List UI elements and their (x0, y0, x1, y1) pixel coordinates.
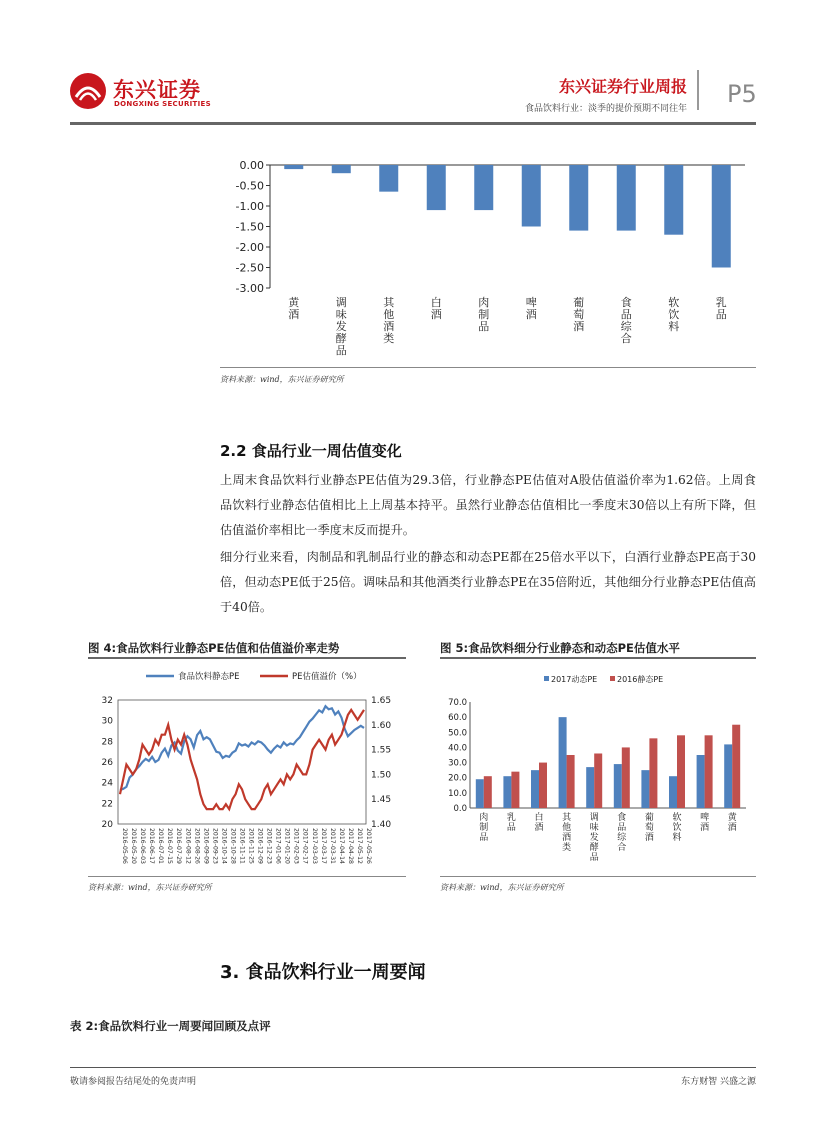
x-tick-label: 2016-06-17 (148, 828, 156, 864)
x-tick-label-char: 葡 (644, 813, 654, 823)
x-tick-label: 2016-10-14 (220, 828, 228, 864)
y-tick-label: 50.0 (448, 728, 467, 739)
x-tick-label-char: 调 (335, 296, 347, 309)
fig4-title: 图 4:食品饮料行业静态PE估值和估值溢价率走势 (88, 641, 340, 655)
brand-name-en: DONGXING SECURITIES (114, 100, 211, 108)
bar-食品综合-1 (622, 747, 630, 808)
x-tick-label-char: 酒 (573, 320, 585, 333)
x-tick-label: 2017-05-26 (365, 828, 372, 864)
chart-top-rule (220, 367, 756, 368)
header-rule (70, 122, 756, 125)
y-tick-label: 40.0 (448, 743, 467, 754)
x-tick-label-char: 葡 (573, 296, 585, 309)
fig5-title-rule (440, 657, 756, 659)
right-tick-label: 1.40 (371, 820, 392, 830)
x-tick-label-char: 制 (478, 308, 490, 321)
x-tick-label-char: 合 (617, 843, 627, 853)
bar-葡萄酒-0 (641, 770, 649, 808)
x-tick-label-char: 味 (589, 823, 599, 833)
x-tick-label: 2017-02-17 (301, 828, 309, 864)
y-tick-label: 70.0 (448, 698, 467, 708)
y-tick-label: 30.0 (448, 758, 467, 769)
x-tick-label: 2016-08-12 (184, 828, 192, 864)
x-tick-label: 2016-08-26 (193, 828, 201, 864)
x-tick-label: 2016-07-15 (166, 828, 174, 864)
series-line-premium (120, 710, 364, 809)
right-tick-label: 1.50 (371, 770, 392, 781)
left-tick-label: 32 (101, 696, 113, 706)
legend-swatch-2016 (610, 676, 615, 681)
left-tick-label: 26 (101, 758, 113, 768)
footer-disclaimer: 敬请参阅报告结尾处的免责声明 (70, 1077, 197, 1087)
x-tick-label: 2017-03-03 (310, 828, 318, 864)
x-tick-label-char: 食 (620, 296, 632, 309)
bar-黄酒-0 (724, 744, 732, 808)
chart-top-bar (220, 140, 760, 370)
legend-label-2017: 2017动态PE (551, 675, 598, 684)
y-tick-label: -1.00 (235, 200, 264, 213)
x-tick-label-char: 啤 (525, 296, 537, 309)
right-tick-label: 1.45 (371, 795, 392, 806)
x-tick-label-char: 综 (620, 320, 632, 333)
y-tick-label: 10.0 (448, 788, 467, 799)
x-tick-label-char: 发 (335, 320, 347, 333)
legend-label-premium: PE估值溢价（%） (292, 672, 362, 682)
company-logo-icon (70, 73, 106, 109)
x-tick-label-char: 酒 (644, 833, 654, 843)
right-tick-label: 1.65 (371, 696, 392, 706)
legend-label-pe: 食品饮料静态PE (178, 672, 240, 682)
logo-mark-icon (70, 73, 106, 109)
x-tick-label: 2016-09-23 (211, 828, 219, 864)
x-tick-label-char: 黄 (727, 813, 737, 823)
bar-肉制品 (474, 165, 493, 210)
x-tick-label-char: 品 (620, 308, 632, 321)
x-tick-label: 2016-09-09 (202, 828, 210, 864)
bar-其他酒类 (379, 165, 398, 192)
header-divider (697, 70, 699, 110)
x-tick-label-char: 白 (534, 813, 544, 823)
x-tick-label-char: 酒 (430, 308, 442, 321)
x-tick-label: 2016-05-06 (121, 828, 128, 864)
bar-调味发酵品-1 (594, 753, 602, 808)
left-tick-label: 30 (101, 716, 113, 727)
x-tick-label-char: 酒 (727, 823, 737, 833)
footer-slogan: 东方财智 兴盛之源 (681, 1077, 756, 1087)
section-title-3: 3. 食品饮料行业一周要闻 (220, 962, 426, 983)
fig4-source: 资料来源：wind，东兴证券研究所 (88, 883, 212, 892)
x-tick-label-char: 制 (479, 823, 489, 833)
bar-啤酒-1 (705, 735, 713, 808)
x-tick-label-char: 料 (672, 833, 682, 843)
bar-调味发酵品 (332, 165, 351, 173)
x-tick-label-char: 酒 (562, 833, 572, 843)
fig5-chart (440, 662, 756, 876)
x-tick-label: 2016-12-09 (256, 828, 264, 864)
x-tick-label: 2016-07-29 (175, 828, 183, 864)
x-tick-label-char: 肉 (478, 296, 490, 309)
x-tick-label-char: 品 (479, 833, 489, 843)
fig4-title-rule (88, 657, 406, 659)
x-tick-label-char: 品 (506, 823, 516, 833)
x-tick-label: 2016-06-03 (139, 828, 147, 864)
y-tick-label: -3.00 (235, 282, 264, 295)
chart-top-source: 资料来源：wind，东兴证券研究所 (220, 375, 344, 384)
x-tick-label-char: 软 (672, 813, 682, 823)
y-tick-label: 0.00 (239, 159, 264, 172)
x-tick-label: 2017-02-03 (292, 828, 300, 864)
bar-食品综合-0 (614, 764, 622, 808)
y-tick-label: 60.0 (448, 713, 467, 724)
x-tick-label-char: 酵 (589, 843, 599, 853)
x-tick-label: 2016-10-28 (229, 828, 237, 864)
y-tick-label: 20.0 (448, 773, 467, 784)
y-tick-label: -2.50 (235, 261, 264, 275)
x-tick-label: 2017-03-31 (328, 828, 336, 864)
x-tick-label-char: 乳 (715, 296, 727, 309)
x-tick-label-char: 综 (617, 833, 627, 843)
y-tick-label: 0.0 (453, 804, 467, 814)
x-tick-label-char: 啤 (700, 813, 710, 823)
section-title-2-2: 2.2 食品行业一周估值变化 (220, 442, 402, 460)
x-tick-label: 2017-05-12 (355, 828, 363, 864)
bar-其他酒类-1 (567, 755, 575, 808)
x-tick-label-char: 品 (617, 823, 627, 833)
x-tick-label-char: 其 (562, 813, 572, 823)
bar-啤酒 (522, 165, 541, 227)
x-tick-label-char: 肉 (479, 813, 489, 823)
x-tick-label-char: 味 (335, 308, 347, 321)
bar-软饮料-0 (669, 776, 677, 808)
x-tick-label-char: 软 (668, 296, 680, 309)
bar-调味发酵品-0 (586, 767, 594, 808)
bar-食品综合 (617, 165, 636, 231)
bar-黄酒-1 (732, 725, 740, 808)
x-tick-label-char: 乳 (506, 813, 516, 823)
x-tick-label-char: 食 (617, 813, 627, 823)
x-tick-label-char: 萄 (573, 308, 585, 321)
x-tick-label-char: 品 (715, 308, 727, 321)
x-tick-label: 2016-11-11 (238, 828, 246, 864)
paragraph-1: 上周末食品饮料行业静态PE估值为29.3倍，行业静态PE估值对A股估值溢价率为1.62倍。上周食品饮料行业静态估值相比上上周基本持平。虽然行业静态估值相比一季度末30倍以上有所下降，但估值溢价率相比一季度末反而提升。 (220, 473, 756, 537)
y-tick-label: -2.00 (235, 241, 264, 254)
fig5-rule (440, 876, 756, 877)
table-2-title: 表 2:食品饮料行业一周要闻回顾及点评 (70, 1019, 271, 1033)
bar-乳品 (712, 165, 731, 268)
x-tick-label-char: 类 (383, 332, 395, 345)
fig4-chart (88, 662, 406, 876)
x-tick-label-char: 他 (383, 308, 395, 321)
x-tick-label-char: 饮 (672, 823, 682, 833)
x-tick-label: 2016-05-20 (130, 828, 138, 864)
y-tick-label: -1.50 (235, 220, 264, 234)
legend-label-2016: 2016静态PE (617, 675, 664, 684)
x-tick-label: 2017-04-14 (337, 828, 345, 864)
series-line-pe (120, 706, 364, 790)
bar-葡萄酒-1 (649, 738, 657, 808)
bar-白酒-0 (531, 770, 539, 808)
left-tick-label: 28 (101, 737, 113, 748)
x-tick-label: 2017-01-20 (283, 828, 291, 864)
bar-黄酒 (284, 165, 303, 169)
x-tick-label-char: 白 (430, 296, 442, 309)
fig5-title: 图 5:食品饮料细分行业静态和动态PE估值水平 (440, 641, 680, 655)
bar-葡萄酒 (569, 165, 588, 231)
x-tick-label-char: 酵 (335, 332, 347, 345)
report-title: 东兴证券行业周报 (558, 77, 687, 96)
page-number: P5 (727, 80, 757, 108)
bar-白酒 (427, 165, 446, 210)
x-tick-label-char: 酒 (383, 320, 395, 333)
x-tick-label-char: 料 (668, 320, 680, 333)
right-tick-label: 1.60 (371, 720, 392, 731)
x-tick-label-char: 饮 (668, 308, 680, 321)
paragraph-2: 细分行业来看，肉制品和乳制品行业的静态和动态PE都在25倍水平以下，白酒行业静态PE高于30倍，但动态PE低于25倍。调味品和其他酒类行业静态PE在35倍附近，其他细分行业静态PE估值高于40倍。 (220, 550, 756, 614)
x-tick-label-char: 品 (478, 320, 490, 333)
x-tick-label: 2017-03-17 (319, 828, 327, 864)
x-tick-label-char: 合 (620, 332, 632, 345)
legend-swatch-2017 (544, 676, 549, 681)
x-tick-label-char: 发 (589, 833, 599, 843)
x-tick-label-char: 其 (383, 296, 395, 309)
bar-乳品-0 (503, 776, 511, 808)
x-tick-label-char: 品 (335, 344, 347, 357)
x-tick-label: 2016-07-01 (157, 828, 165, 864)
left-tick-label: 20 (101, 820, 113, 830)
report-subtitle: 食品饮料行业：淡季的提价预期不同往年 (524, 104, 687, 114)
bar-肉制品-1 (484, 776, 492, 808)
x-tick-label-char: 萄 (644, 823, 654, 833)
left-tick-label: 24 (101, 778, 113, 789)
bar-肉制品-0 (476, 779, 484, 808)
bar-其他酒类-0 (559, 717, 567, 808)
fig4-rule (88, 876, 406, 877)
x-tick-label-char: 调 (589, 813, 599, 823)
x-tick-label: 2016-11-25 (247, 828, 255, 864)
x-tick-label-char: 黄 (288, 296, 300, 309)
x-tick-label: 2017-01-06 (274, 828, 282, 864)
left-tick-label: 22 (101, 799, 113, 810)
y-tick-label: -0.50 (235, 179, 264, 193)
x-tick-label-char: 他 (562, 823, 572, 833)
x-tick-label-char: 酒 (534, 823, 544, 833)
fig5-source: 资料来源：wind，东兴证券研究所 (440, 883, 564, 892)
bar-软饮料-1 (677, 735, 685, 808)
bar-白酒-1 (539, 763, 547, 808)
x-tick-label: 2017-04-28 (346, 828, 354, 864)
bar-乳品-1 (511, 772, 519, 808)
x-tick-label-char: 酒 (700, 823, 710, 833)
bar-软饮料 (664, 165, 683, 235)
bar-啤酒-0 (697, 755, 705, 808)
footer-rule (70, 1067, 756, 1068)
brand-name-cn: 东兴证券 (113, 78, 201, 102)
x-tick-label-char: 类 (562, 843, 572, 853)
x-tick-label: 2016-12-23 (265, 828, 273, 864)
x-tick-label-char: 品 (589, 853, 599, 863)
x-tick-label-char: 酒 (288, 308, 300, 321)
right-tick-label: 1.55 (371, 745, 392, 756)
x-tick-label-char: 酒 (525, 308, 537, 321)
